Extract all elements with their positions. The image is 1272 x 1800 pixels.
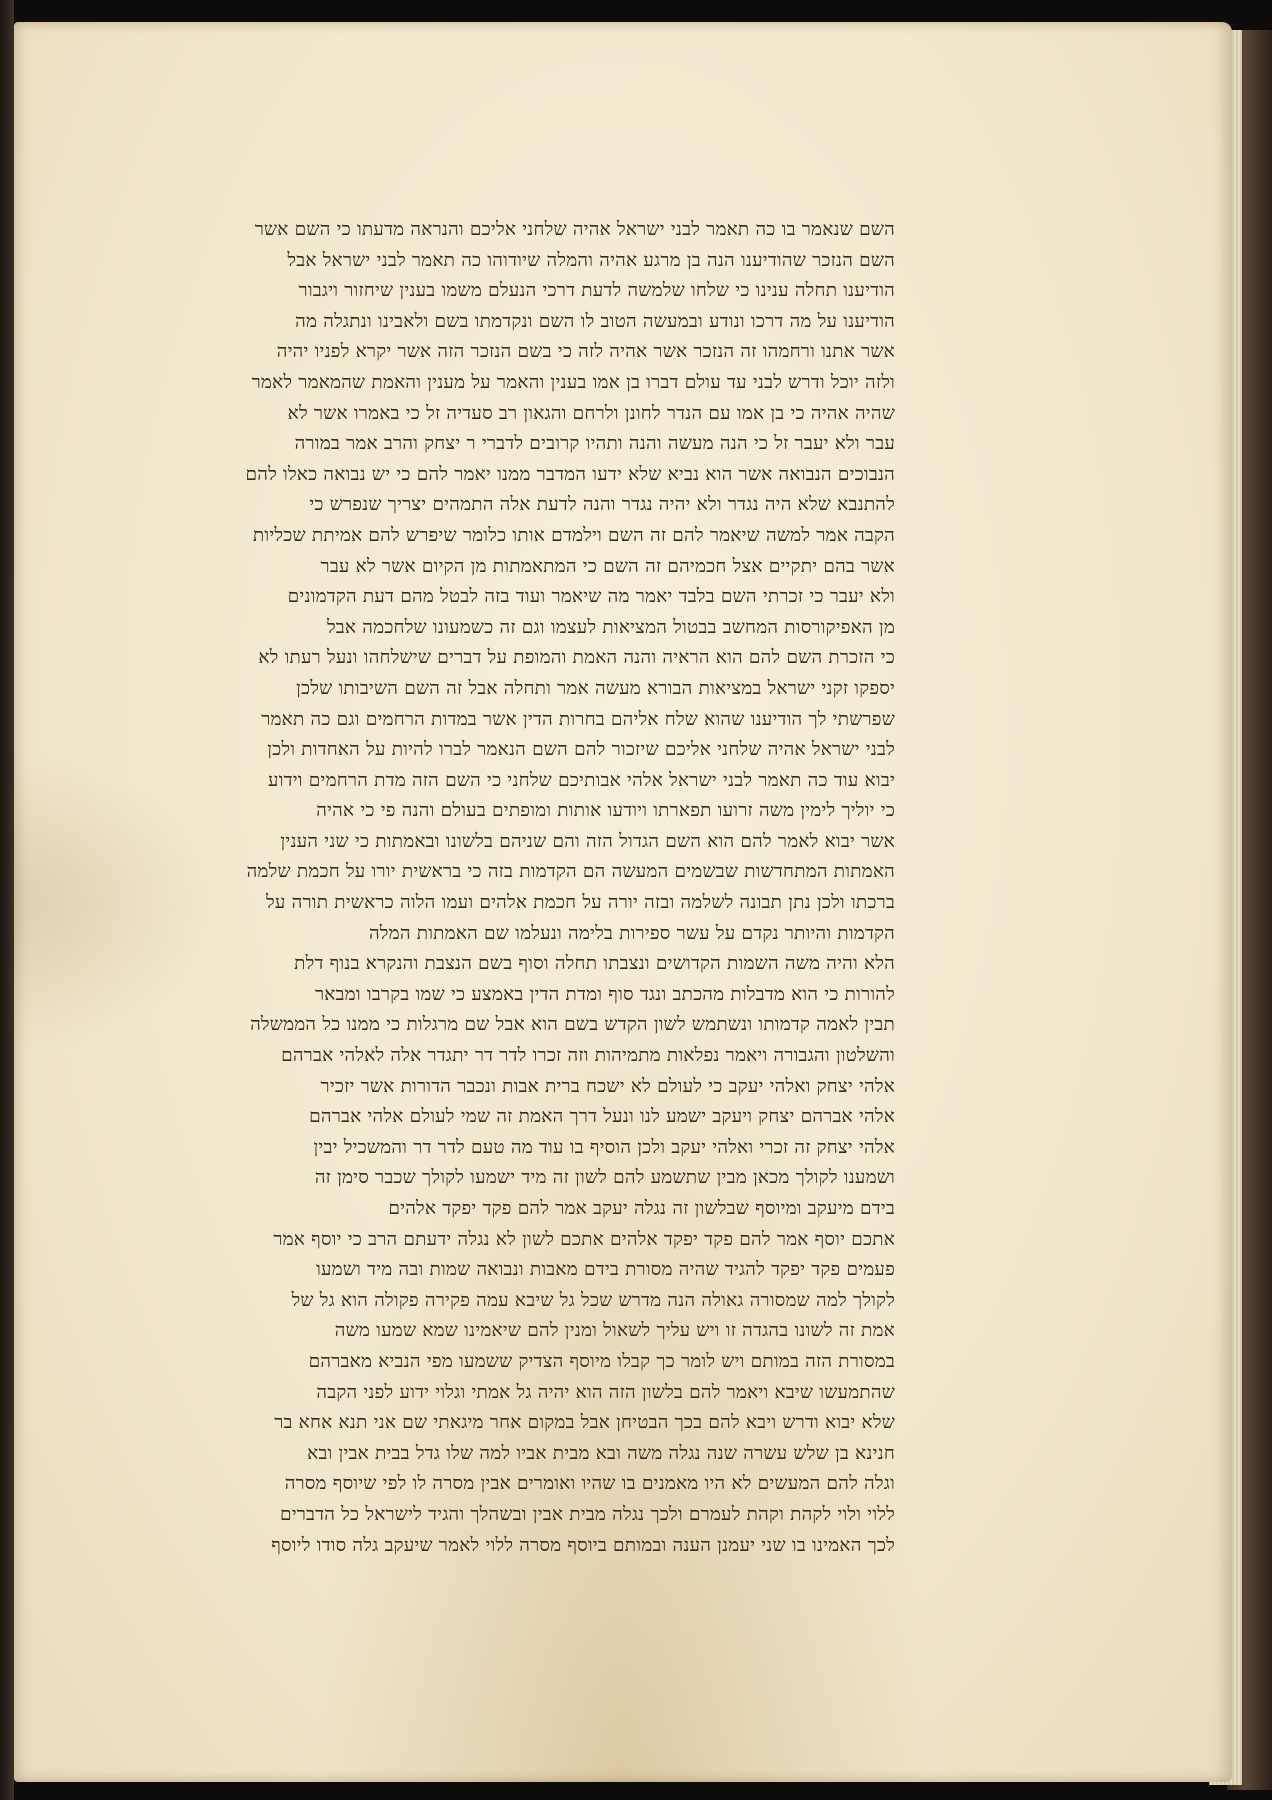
text-line — [200, 919, 895, 950]
text-line — [200, 1439, 895, 1470]
text-line-content: אשר בהם יתקיים אצל חכמיהם זה השם כי המתאמתות מן הקיום אשר לא עבר — [320, 555, 895, 577]
text-line — [200, 552, 895, 583]
text-line — [200, 460, 895, 491]
text-line-content: יבוא עוד כה תאמר לבני ישראל אלהי אבותיכם שלחני כי השם הזה מדת הרחמים וידוע — [268, 769, 895, 791]
text-line-content: תבין לאמה קדמותו ונשתמש לשון הקדש בשם הוא אבל שם מרגלות כי ממנו כל הממשלה — [250, 1014, 895, 1036]
text-line — [200, 980, 895, 1011]
hebrew-text-column — [200, 215, 895, 1561]
text-line-content: עבר ולא יעבר זל כי הנה מעשה והנה ותהיו קרובים לדברי ר יצחק והרב אמר במורה — [294, 433, 895, 455]
text-line — [200, 857, 895, 888]
text-line — [200, 582, 895, 613]
text-line-content: לקולך למה שמסורה גאולה הנה מדרש שכל גל שיבא עמה פקירה פקולה הוא גל של — [291, 1289, 895, 1311]
text-line-content: אתכם יוסף אמר להם פקד יפקד אלהים אתכם לשון לא נגלה ידעתם הרב כי יוסף אמר — [273, 1228, 895, 1250]
text-line-content: הקדמות והיותר נקדם על עשר ספירות בלימה ונעלמו שם האמתות המלה — [368, 922, 895, 944]
text-line-content: אלהי אברהם יצחק ויעקב ישמע לנו ונעל דרך האמת זה שמי לעולם אלהי אברהם — [309, 1106, 895, 1128]
text-line — [200, 1255, 895, 1286]
text-line-content: אשר יבוא לאמר להם הוא השם הגדול הזה והם שניהם בלשונו ובאמתות כי שני הענין — [280, 830, 895, 852]
text-line-content: הודיענו תחלה ענינו כי שלחו שלמשה לדעת דרכי הנעלם משמו בענין שיחזור ויגבור — [298, 280, 895, 302]
text-line — [200, 705, 895, 736]
text-line — [200, 307, 895, 338]
text-line — [200, 429, 895, 460]
text-line-content: שהיה אהיה כי בן אמו עם הנדר לחונן ולרחם והגאון רב סעדיה זל כי באמרו אשר לא — [287, 402, 895, 424]
text-line — [200, 735, 895, 766]
text-line — [200, 1010, 895, 1041]
text-line-content: הנבוכים הנבואה אשר הוא נביא שלא ידעו המדבר ממנו יאמר להם כי יש נבואה כאלו להם — [245, 463, 895, 485]
text-line — [200, 1225, 895, 1256]
text-line — [200, 1378, 895, 1409]
text-line-content: וגלה להם המעשים לא היו מאמנים בו שהיו ואומרים אבין מסרה לו לפי שיוסף מסרה — [284, 1473, 895, 1495]
text-line-content: לבני ישראל אהיה שלחני אליכם שיזכור להם השם הנאמר לברו להיות על האחדות ולכן — [267, 739, 895, 761]
text-line — [200, 521, 895, 552]
text-line-content: ברכתו ולכן נתן תבונה לשלמה ובזה יורה על חכמת אלהים ועמו הלוה כראשית תורה על — [266, 892, 895, 914]
manuscript-page — [14, 22, 1232, 1782]
text-line-content: מן האפיקורסות המחשב בבטול המציאות לעצמו וגם זה כשמעונו שלחכמה אבל — [326, 616, 895, 638]
text-line — [200, 1347, 895, 1378]
text-line-content: בידם מיעקב ומיוסף שבלשון זה נגלה יעקב אמר להם פקד יפקד אלהים — [388, 1198, 895, 1219]
text-line — [200, 643, 895, 674]
text-line — [200, 766, 895, 797]
text-line-content: להתנבא שלא היה נגדר ולא יהיה נגדר והנה לדעת אלה התמהים יצריך שנפרש כי — [309, 494, 895, 516]
text-line-content: אמת זה לשונו בהגדה זו ויש עליך לשאול ומנין להם שיאמינו שמא שמעו משה — [334, 1320, 895, 1342]
text-line — [200, 1469, 895, 1500]
text-line-content: אלהי יצחק זה זכרי ואלהי יעקב ולכן הוסיף בו עוד מה טעם לדר דר והמשכיל יבין — [313, 1136, 895, 1158]
text-line — [200, 949, 895, 980]
text-line — [200, 276, 895, 307]
text-line-content: חנינא בן שלש עשרה שנה נגלה משה ובא מבית אביו למה שלו גדל בבית אבין ובא — [307, 1442, 895, 1464]
book-left-edge — [0, 0, 14, 1800]
text-line-content: ושמענו לקולך מכאן מבין שתשמע להם לשון זה מיד ישמעו לקולך שכבר סימן זה — [314, 1167, 895, 1189]
text-line-content: יספקו זקני ישראל במציאות הבורא מעשה אמר ותחלה אבל זה השם השיבותו שלכן — [296, 677, 895, 699]
text-line — [200, 827, 895, 858]
text-line-content: והשלטון והגבורה ויאמר נפלאות מתמיהות וזה זכרו לדר דר יתגדר אלה לאלהי אברהם — [281, 1045, 895, 1067]
text-line — [200, 1286, 895, 1317]
text-line — [200, 1500, 895, 1531]
text-line-content: לכך האמינו בו שני יעמנן הענה ובמותם ביוסף מסרה ללוי לאמר שיעקב גלה סודו ליוסף — [271, 1534, 895, 1556]
text-line — [200, 796, 895, 827]
text-line-content: במסורת הזה במותם ויש לומר כך קבלו מיוסף הצדיק ששמעו מפי הנביא מאברהם — [308, 1350, 895, 1372]
text-line — [200, 1408, 895, 1439]
text-line-content: השם הנזכר שהודיענו הנה בן מרגע אהיה והמלה שיודוהו כה תאמר לבני ישראל אבל — [287, 249, 895, 271]
text-line — [200, 1531, 895, 1562]
text-line — [200, 490, 895, 521]
text-line-content: כי הזכרת השם להם הוא הראיה והנה האמת והמופת על דברים שישלחהו ונעל רעתו לא — [258, 647, 895, 669]
text-line-content: הודיענו על מה דרכו ונודע ובמעשה הטוב לו השם ונקדמתו בשם ולאבינו ונתגלה מה — [295, 310, 895, 332]
text-line — [200, 337, 895, 368]
text-line — [200, 888, 895, 919]
text-line — [200, 399, 895, 430]
text-line — [200, 1316, 895, 1347]
text-line-content: ולזה יוכל ודרש לבני עד עולם דברו בן אמו בענין והאמר על מענין והאמת שהמאמר לאמר — [251, 371, 895, 393]
text-line — [200, 1102, 895, 1133]
text-line — [200, 368, 895, 399]
text-line-content: כי יוליך לימין משה זרועו תפארתו ויודעו אותות ומופתים בעולם והנה פי כי אהיה — [316, 800, 895, 822]
text-line-content: הקבה אמר למשה שיאמר להם זה השם וילמדם אותו כלומר שיפרש להם אמיתת שכליות — [252, 524, 895, 546]
text-line-content: שפרשתי לך הודיענו שהוא שלח אליהם בחרות הדין אשר במדות הרחמים וגם כה תאמר — [261, 708, 895, 730]
text-line-content: להורות כי הוא מדבלות מהכתב ונגד סוף ומדת הדין באמצע כי שמו בקרבו ומבאר — [314, 983, 895, 1005]
text-line-content: השם שנאמר בו כה תאמר לבני ישראל אהיה שלחני אליכם והנראה מדעתו כי השם אשר — [254, 219, 895, 240]
text-line-content: ולא יעבר כי זכרתי השם בלבד יאמר מה שיאמר ועוד בזה לבטל מהם דעת הקדמונים — [287, 586, 895, 608]
text-line — [200, 613, 895, 644]
text-line — [200, 1163, 895, 1194]
text-line-content: האמתות המתחדשות שבשמים המעשה הם הקדמות בזה כי בראשית יורו על חכמת שלמה — [246, 861, 895, 883]
text-line — [200, 674, 895, 705]
text-line-content: שלא יבוא ודרש ויבא להם בכך הבטיחן אבל במקום אחר מיגאתי שם אני תנא אחא בר — [274, 1412, 895, 1434]
text-line-content: הלא והיה משה השמות הקדושים ונצבתו תחלה וסוף בשם הנצבת והנקרא בנוף דלת — [294, 953, 895, 975]
text-line — [200, 1133, 895, 1164]
text-line — [200, 1041, 895, 1072]
text-line — [200, 1072, 895, 1103]
text-line-content: אשר אתנו ורחמהו זה הנזכר אשר אהיה לזה כי בשם הנזכר הזה אשר יקרא לפניו יהיה — [276, 341, 895, 363]
text-line — [200, 246, 895, 277]
text-line — [200, 215, 895, 246]
text-line-content: אלהי יצחק ואלהי יעקב כי לעולם לא ישכח ברית אבות ונכבר הדורות אשר יזכיר — [320, 1075, 895, 1097]
text-line-content: פעמים פקד יפקד להגיד שהיה מסורת בידם מאבות ונבואה שמות ובה מיד ושמעו — [316, 1259, 895, 1281]
text-line-content: ללוי ולוי לקהת וקהת לעמרם ולכך נגלה מבית אבין ובשהלך והגיד לישראל כל הדברים — [279, 1503, 895, 1525]
text-line — [200, 1194, 895, 1225]
text-line-content: שהתמעשו שיבא ויאמר להם בלשון הזה הוא יהיה גל אמתי וגלוי ידוע לפני הקבה — [316, 1381, 895, 1403]
